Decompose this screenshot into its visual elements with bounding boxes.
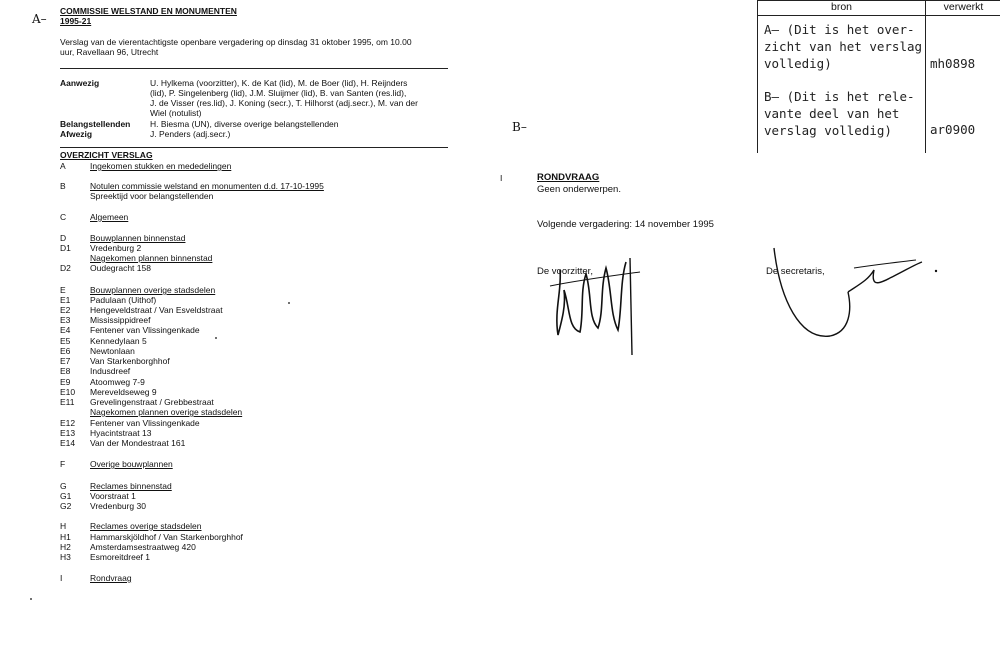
agenda-item-text: Esmoreitdreef 1 xyxy=(90,552,150,562)
agenda-item-code: E14 xyxy=(60,438,76,448)
agenda-item-text: Spreektijd voor belangstellenden xyxy=(90,191,214,201)
stamp-entry-a-code: mh0898 xyxy=(930,56,976,71)
agenda-item-code: E1 xyxy=(60,295,71,305)
agenda-item xyxy=(60,285,215,295)
agenda-item-text: Vredenburg 30 xyxy=(90,501,146,511)
agenda-item xyxy=(60,356,170,366)
agenda-item-code: E9 xyxy=(60,377,71,387)
processing-stamp xyxy=(757,0,1000,153)
agenda-item-text: Newtonlaan xyxy=(90,346,135,356)
stamp-entry-a-line: zicht van het verslag xyxy=(764,39,923,54)
agenda-item-text: Voorstraat 1 xyxy=(90,491,136,501)
agenda-item-code: H2 xyxy=(60,542,71,552)
agenda-item-text: Van der Mondestraat 161 xyxy=(90,438,186,448)
agenda-item-text: Bouwplannen binnenstad xyxy=(90,233,186,243)
agenda-item-code: G1 xyxy=(60,491,72,501)
agenda-item xyxy=(60,397,214,407)
agenda-item-text: Fentener van Vlissingenkade xyxy=(90,325,200,335)
secretary-signature xyxy=(770,240,950,350)
agenda-item-text: Vredenburg 2 xyxy=(90,243,142,253)
agenda-item-code: C xyxy=(60,212,67,222)
scan-speck xyxy=(215,337,217,339)
agenda-item-text: Grevelingenstraat / Grebbestraat xyxy=(90,397,214,407)
agenda-item xyxy=(60,501,146,511)
chair-label: De voorzitter, xyxy=(537,266,593,277)
agenda-item xyxy=(60,459,173,469)
agenda-item-code: E7 xyxy=(60,356,71,366)
aanwezig-line: U. Hylkema (voorzitter), K. de Kat (lid), M. de Boer (lid), H. Reijnders xyxy=(150,78,408,88)
agenda-item-code: E8 xyxy=(60,366,71,376)
agenda-item xyxy=(60,212,128,222)
agenda-item xyxy=(60,491,136,501)
stamp-entry-b-code: ar0900 xyxy=(930,122,976,137)
agenda-item xyxy=(60,418,200,428)
agenda-item-code: E4 xyxy=(60,325,71,335)
agenda-item xyxy=(60,377,145,387)
stamp-column-divider xyxy=(925,1,926,153)
agenda-item-text: Hammarskjöldhof / Van Starkenborghhof xyxy=(90,532,243,542)
agenda-item xyxy=(60,438,185,448)
agenda-item xyxy=(60,387,157,397)
agenda-item-text: Mississippidreef xyxy=(90,315,151,325)
agenda-item xyxy=(60,233,185,243)
agenda-item xyxy=(60,552,150,562)
divider-bottom xyxy=(60,147,448,148)
agenda-item-text: Amsterdamsestraatweg 420 xyxy=(90,542,196,552)
agenda-item xyxy=(60,315,150,325)
agenda-item xyxy=(60,263,151,273)
stamp-entry-a-line: volledig) xyxy=(764,56,832,71)
aanwezig-label: Aanwezig xyxy=(60,78,100,88)
scan-speck xyxy=(288,302,290,304)
agenda-item-code: H xyxy=(60,521,67,531)
agenda-item xyxy=(60,366,130,376)
belangstellenden-value: H. Biesma (UN), diverse overige belangstellenden xyxy=(150,119,339,129)
agenda-item-text: Nagekomen plannen binnenstad xyxy=(90,253,213,263)
agenda-item xyxy=(60,407,242,417)
agenda-item-text: Notulen commissie welstand en monumenten d.d. 17-10-1995 xyxy=(90,181,324,191)
agenda-item xyxy=(60,181,324,191)
agenda-item-code: A xyxy=(60,161,66,171)
rondvraag-title: RONDVRAAG xyxy=(537,172,600,183)
agenda-item xyxy=(60,325,200,335)
stamp-col-verwerkt: verwerkt xyxy=(943,1,984,13)
agenda-item-text: Padulaan (Uithof) xyxy=(90,295,157,305)
stamp-entry-b-line: verslag volledig) xyxy=(764,123,892,138)
org-title: COMMISSIE WELSTAND EN MONUMENTEN xyxy=(60,6,237,16)
agenda-item-code: D xyxy=(60,233,67,243)
agenda-item-text: Indusdreef xyxy=(90,366,131,376)
agenda-item-code: E3 xyxy=(60,315,71,325)
agenda-item xyxy=(60,161,231,171)
belangstellenden-label: Belangstellenden xyxy=(60,119,131,129)
agenda-item xyxy=(60,253,212,263)
aanwezig-line: (lid), P. Singelenberg (lid), J.M. Sluijmer (lid), B. van Santen (res.lid), xyxy=(150,88,407,98)
agenda-item-code: E2 xyxy=(60,305,71,315)
agenda-item-code: E xyxy=(60,285,66,295)
agenda-item-code: D1 xyxy=(60,243,71,253)
agenda-item-code: E11 xyxy=(60,397,75,407)
secretary-label: De secretaris, xyxy=(766,266,825,277)
afwezig-label: Afwezig xyxy=(60,129,93,139)
stamp-entry-b-line: B– (Dit is het rele- xyxy=(764,89,915,104)
section-marker-a: A– xyxy=(32,12,47,26)
agenda-item-text: Hengeveldstraat / Van Esveldstraat xyxy=(90,305,223,315)
divider-top xyxy=(60,68,448,69)
agenda-item-code: E6 xyxy=(60,346,71,356)
agenda-item-text: Bouwplannen overige stadsdelen xyxy=(90,285,216,295)
agenda-item xyxy=(60,191,213,201)
agenda-item-text: Mereveldseweg 9 xyxy=(90,387,157,397)
agenda-item-text: Fentener van Vlissingenkade xyxy=(90,418,200,428)
section-code: I xyxy=(500,173,503,183)
agenda-item xyxy=(60,428,151,438)
aanwezig-line: Wiel (notulist) xyxy=(150,108,202,118)
agenda-item-text: Nagekomen plannen overige stadsdelen xyxy=(90,407,243,417)
agenda-item-code: E13 xyxy=(60,428,76,438)
agenda-item xyxy=(60,481,172,491)
next-meeting: Volgende vergadering: 14 november 1995 xyxy=(537,219,714,230)
agenda-item-text: Reclames binnenstad xyxy=(90,481,172,491)
agenda-item-text: Van Starkenborghhof xyxy=(90,356,170,366)
agenda-item-text: Reclames overige stadsdelen xyxy=(90,521,202,531)
agenda-item xyxy=(60,336,147,346)
agenda-item-code: H3 xyxy=(60,552,71,562)
agenda-item-text: Rondvraag xyxy=(90,573,132,583)
aanwezig-line: J. de Visser (res.lid), J. Koning (secr.), T. Hilhorst (adj.secr.), M. van der xyxy=(150,98,418,108)
agenda-item-code: D2 xyxy=(60,263,71,273)
agenda-item-text: Atoomweg 7-9 xyxy=(90,377,145,387)
intro-line-2: uur, Ravellaan 96, Utrecht xyxy=(60,47,159,57)
agenda-item xyxy=(60,542,196,552)
agenda-item-text: Overige bouwplannen xyxy=(90,459,173,469)
section-marker-b: B– xyxy=(512,120,527,134)
agenda-item-code: G xyxy=(60,481,67,491)
agenda-item-code: E12 xyxy=(60,418,76,428)
stamp-entry-b-line: vante deel van het xyxy=(764,106,900,121)
afwezig-value: J. Penders (adj.secr.) xyxy=(150,129,231,139)
agenda-item xyxy=(60,346,135,356)
intro-line-1: Verslag van de vierentachtigste openbare vergadering op dinsdag 31 oktober 1995, om 10.00 xyxy=(60,37,412,47)
rondvraag-text: Geen onderwerpen. xyxy=(537,184,621,195)
agenda-item xyxy=(60,573,132,583)
agenda-item xyxy=(60,532,243,542)
agenda-item xyxy=(60,305,223,315)
agenda-item-code: F xyxy=(60,459,66,469)
doc-number: 1995-21 xyxy=(60,16,92,26)
overview-heading: OVERZICHT VERSLAG xyxy=(60,150,153,160)
agenda-item-code: E5 xyxy=(60,336,71,346)
chair-signature xyxy=(540,250,650,360)
agenda-item-text: Algemeen xyxy=(90,212,129,222)
agenda-item-code: E10 xyxy=(60,387,76,397)
agenda-item-code: H1 xyxy=(60,532,71,542)
agenda-item-text: Ingekomen stukken en mededelingen xyxy=(90,161,232,171)
agenda-item-text: Hyacintstraat 13 xyxy=(90,428,152,438)
agenda-item-code: I xyxy=(60,573,63,583)
agenda-item-text: Kennedylaan 5 xyxy=(90,336,147,346)
stamp-entry-a-line: A– (Dit is het over- xyxy=(764,22,915,37)
agenda-item-text: Oudegracht 158 xyxy=(90,263,151,273)
agenda-item xyxy=(60,243,141,253)
agenda-item-code: G2 xyxy=(60,501,72,511)
stamp-col-bron: bron xyxy=(830,1,852,13)
scan-speck xyxy=(30,598,32,600)
agenda-item-code: B xyxy=(60,181,66,191)
agenda-item xyxy=(60,521,202,531)
agenda-item xyxy=(60,295,156,305)
